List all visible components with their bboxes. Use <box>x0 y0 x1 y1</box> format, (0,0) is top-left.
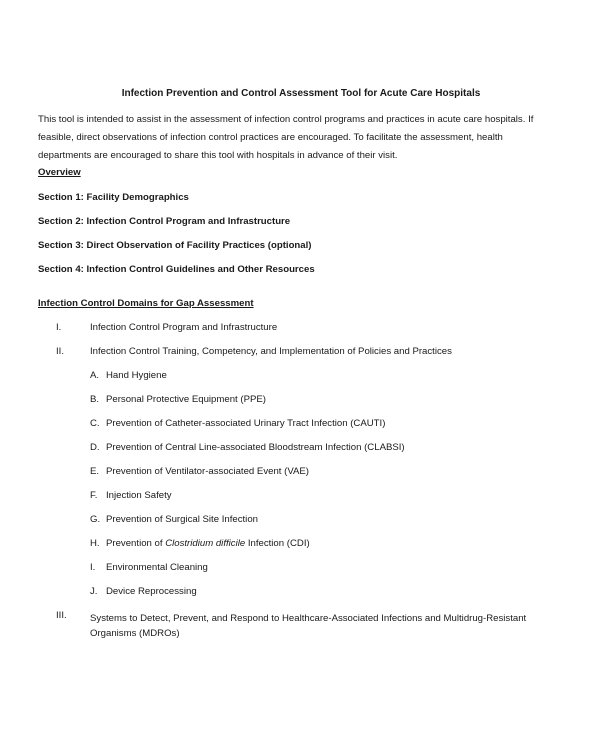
subitem-j-text: Device Reprocessing <box>106 586 197 597</box>
subitem-b-letter: B. <box>90 394 100 405</box>
section-3: Section 3: Direct Observation of Facility Practices (optional) <box>38 240 312 251</box>
subitem-d-letter: D. <box>90 442 100 453</box>
section-2: Section 2: Infection Control Program and Infrastructure <box>38 216 291 227</box>
domains-heading: Infection Control Domains for Gap Assessment <box>38 298 254 309</box>
subitem-i-letter: I. <box>90 562 96 573</box>
subitem-g-text: Prevention of Surgical Site Infection <box>106 514 258 525</box>
domain-1-number: I. <box>56 322 62 333</box>
domain-3-number: III. <box>56 610 67 621</box>
subitem-e-letter: E. <box>90 466 100 477</box>
domain-3-text: Systems to Detect, Prevent, and Respond to Healthcare-Associated Infections and Multidrug-Resistant Organisms (MDROs) <box>90 613 527 639</box>
subitem-f-letter: F. <box>90 490 98 501</box>
section-4: Section 4: Infection Control Guidelines and Other Resources <box>38 264 315 275</box>
subitem-h-text: Prevention of Clostridium difficile Infection (CDI) <box>106 538 310 549</box>
subitem-i-text: Environmental Cleaning <box>106 562 208 573</box>
subitem-h-italic: Clostridium difficile <box>165 538 246 549</box>
subitem-a-text: Hand Hygiene <box>106 370 167 381</box>
domain-2-number: II. <box>56 346 64 357</box>
section-1: Section 1: Facility Demographics <box>38 192 189 203</box>
subitem-e-text: Prevention of Ventilator-associated Event (VAE) <box>106 466 309 477</box>
subitem-g-letter: G. <box>90 514 101 525</box>
document-title: Infection Prevention and Control Assessment Tool for Acute Care Hospitals <box>121 88 481 99</box>
domain-1-text: Infection Control Program and Infrastructure <box>90 322 278 333</box>
subitem-b-text: Personal Protective Equipment (PPE) <box>106 394 266 405</box>
domain-2-text: Infection Control Training, Competency, and Implementation of Policies and Practices <box>90 346 452 357</box>
document-page <box>38 0 564 730</box>
subitem-h-letter: H. <box>90 538 100 549</box>
subitem-f-text: Injection Safety <box>106 490 172 501</box>
subitem-d-text: Prevention of Central Line-associated Bloodstream Infection (CLABSI) <box>106 442 405 453</box>
subitem-c-text: Prevention of Catheter-associated Urinary Tract Infection (CAUTI) <box>106 418 386 429</box>
subitem-j-letter: J. <box>90 586 98 597</box>
subitem-a-letter: A. <box>90 370 100 381</box>
overview-heading: Overview <box>38 167 81 178</box>
subitem-c-letter: C. <box>90 418 100 429</box>
intro-paragraph: This tool is intended to assist in the assessment of infection control programs and practices in acute care hospitals. If feasible, direct observations of infection control practices are encouraged. To facilitate the assessment, health departments are encouraged to share this tool with hospitals in advance of their visit. <box>38 114 534 161</box>
